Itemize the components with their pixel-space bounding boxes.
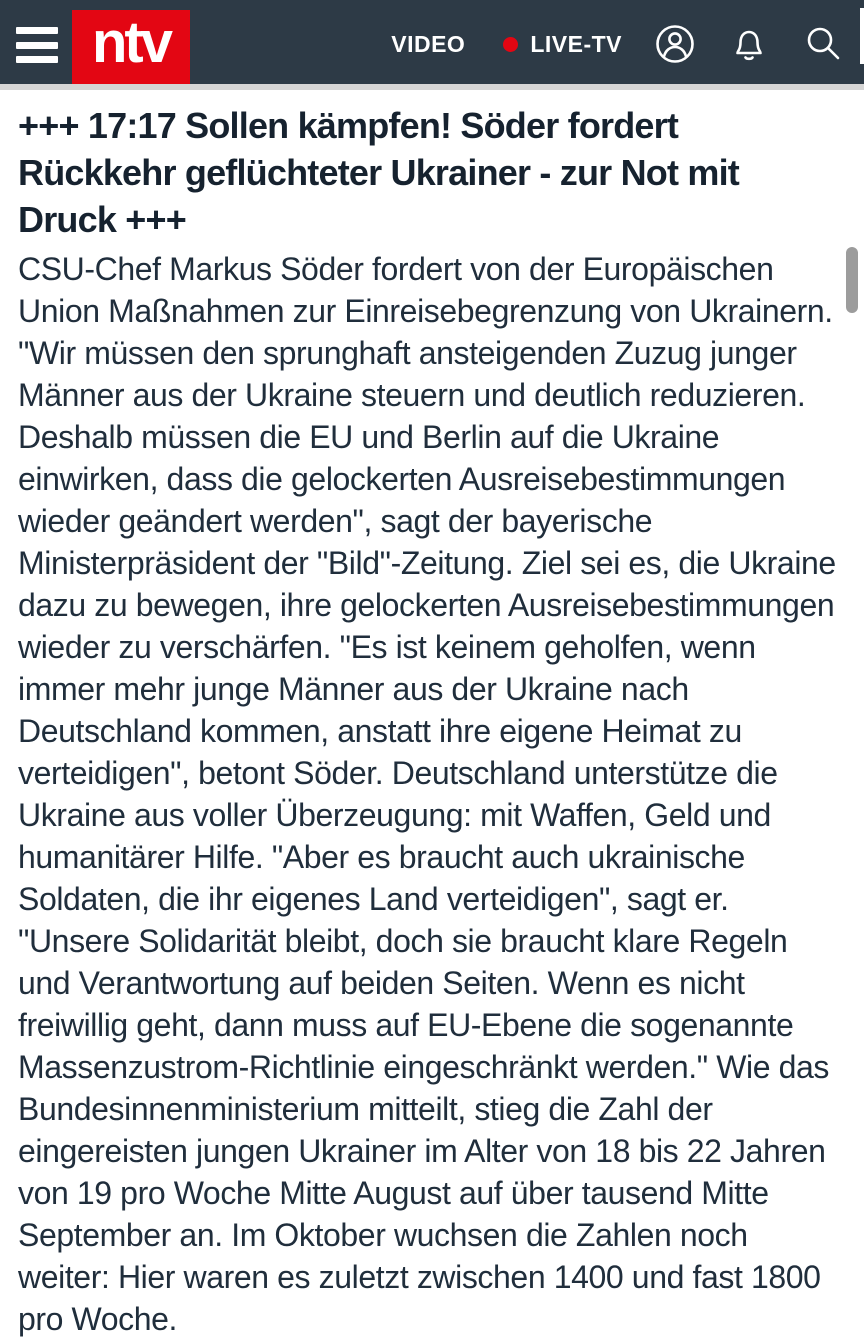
search-icon (803, 23, 843, 65)
ntv-logo[interactable] (72, 10, 190, 84)
menu-button[interactable] (16, 27, 58, 63)
user-circle-icon (654, 23, 696, 65)
scrollbar-track (860, 8, 864, 64)
nav-live-tv-label: LIVE-TV (530, 30, 622, 57)
search-button[interactable] (802, 23, 844, 65)
article (0, 90, 864, 1340)
live-dot-icon (503, 37, 518, 52)
ntv-logo-text: ntv (92, 10, 170, 75)
article-headline: +++ 17:17 Sollen kämpfen! Söder fordert Rückkehr geflüchteter Ukrainer - zur Not mit Druck +++ (18, 105, 739, 240)
notifications-button[interactable] (728, 23, 770, 65)
account-button[interactable] (654, 23, 696, 65)
app-header (0, 0, 864, 84)
header-icon-group (654, 23, 844, 65)
scrollbar-thumb[interactable] (846, 247, 858, 313)
bell-icon (729, 23, 769, 65)
header-nav (391, 31, 622, 58)
article-body: CSU-Chef Markus Söder fordert von der Europäischen Union Maßnahmen zur Einreisebegrenzung von Ukrainern. "Wir müssen den sprunghaft ansteigenden Zuzug junger Männer aus der Ukraine steuern und deutlich reduzieren. Deshalb müssen die EU und Berlin auf die Ukraine einwirken, dass die gelockerten Ausreisebestimmungen wieder geändert werden", sagt der bayerische Ministerpräsident der "Bild"-Zeitung. Ziel sei es, die Ukraine dazu zu bewegen, ihre gelockerten Ausreisebestimmungen wieder zu verschärfen. "Es ist keinem geholfen, wenn immer mehr junge Männer aus der Ukraine nach Deutschland kommen, anstatt ihre eigene Heimat zu verteidigen", betont Söder. Deutschland unterstütze die Ukraine aus voller Überzeugung: mit Waffen, Geld und humanitärer Hilfe. "Aber es braucht auch ukrainische Soldaten, die ihr eigenes Land verteidigen", sagt er. "Unsere Solidarität bleibt, doch sie braucht klare Regeln und Verantwortung auf beiden Seiten. Wenn es nicht freiwillig geht, dann muss auf EU-Ebene die sogenannte Massenzustrom-Richtlinie eingeschränkt werden." Wie das Bundesinnenministerium mitteilt, stieg die Zahl der eingereisten jungen Ukrainer im Alter von 18 bis 22 Jahren von 19 pro Woche Mitte August auf über tausend Mitte September an. Im Oktober wuchsen die Zahlen noch weiter: Hier waren es zuletzt zwischen 1400 und fast 1800 pro Woche. (18, 251, 836, 1337)
nav-video[interactable]: VIDEO (391, 30, 466, 57)
nav-live-tv[interactable] (503, 31, 622, 58)
